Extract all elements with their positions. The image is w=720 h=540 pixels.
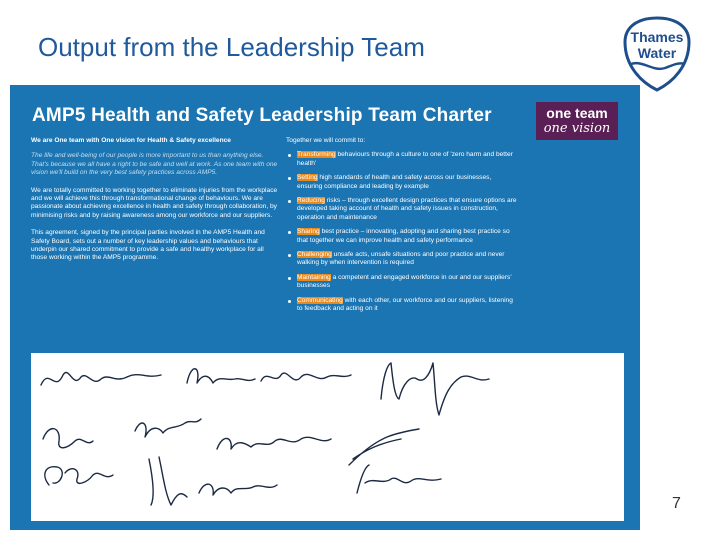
signature [357, 465, 441, 493]
left-heading: We are One team with One vision for Health & Safety excellence [31, 137, 231, 144]
charter-right-column [286, 137, 518, 320]
commitment-text: risks – through excellent design practices that ensure options are developed taking account of health and safety issues in construction, operation and maintenance [297, 197, 517, 221]
signature [149, 457, 187, 505]
signature [135, 419, 201, 437]
commitment-keyword: Reducing [297, 197, 325, 205]
signature [43, 429, 93, 448]
logo-shield-icon [623, 16, 691, 92]
left-paragraph-2: We are totally committed to working together to eliminate injuries from the workplace and we will achieve this through transformational change of behaviours. We are passionate about achieving excellence in health and safety through collaboration, by minimising risks and by raising awareness among our workforce and our suppliers. [31, 186, 278, 219]
commitment-text: with each other, our workforce and our suppliers, listening to feedback and acting on it [297, 296, 513, 313]
commitment-text: behaviours through a culture to one of 'zero harm and better health' [297, 151, 513, 167]
commitment-keyword: Transforming [297, 151, 336, 159]
signature [187, 369, 255, 383]
commitment-item [297, 151, 518, 168]
commitment-text: best practice – innovating, adopting and sharing best practice so that together we can improve health and safety performance [297, 228, 510, 244]
commitment-list [286, 151, 518, 313]
commitment-item [297, 197, 518, 222]
one-team-brand-logo [536, 102, 618, 140]
page-number: 7 [672, 495, 681, 512]
commitment-item [297, 174, 518, 191]
commitment-text: a competent and engaged workforce in our and our suppliers' businesses [297, 273, 512, 290]
left-paragraph-1: The life and well-being of our people is more important to us than anything else. That's because we all have a right to be safe and well at work. As one team with one vision we'll build on the very best safety practices across AMP5. [31, 152, 278, 177]
left-paragraph-3: This agreement, signed by the principal parties involved in the AMP5 Health and Safety Board, sets out a number of key leadership values and behaviours that underpin our shared commitment to provide a safe and healthy workplace for all those working within the AMP5 programme. [31, 229, 265, 262]
brand-line2: one vision [543, 121, 611, 136]
commitment-keyword: Sharing [297, 228, 320, 236]
commitment-text: high standards of health and safety across our businesses, ensuring compliance and leading by example [297, 174, 492, 190]
brand-line1: one team [546, 105, 608, 121]
commitment-keyword: Challenging [297, 251, 332, 259]
signature [41, 372, 161, 385]
commitment-keyword: Communicating [297, 296, 343, 304]
commitment-item [297, 228, 518, 245]
commitment-text: unsafe acts, unsafe situations and poor practice and never walking by when intervention is required [297, 251, 505, 267]
signatures-drawing [31, 353, 624, 521]
signature [199, 484, 277, 495]
commitment-keyword: Maintaining [297, 273, 331, 281]
signature [381, 363, 489, 415]
charter-document [10, 85, 640, 530]
thames-water-logo [623, 16, 691, 92]
charter-title: AMP5 Health and Safety Leadership Team Charter [32, 105, 492, 126]
signature [261, 373, 351, 381]
commitment-item [297, 297, 518, 314]
logo-line1: Thames [630, 29, 684, 45]
slide-title: Output from the Leadership Team [38, 32, 425, 62]
signature [349, 429, 419, 465]
commitment-item [297, 274, 518, 291]
commitment-keyword: Setting [297, 174, 318, 182]
signature [217, 437, 331, 449]
right-heading: Together we will commit to: [286, 137, 366, 144]
signatures-panel [31, 353, 624, 521]
logo-line2: Water [637, 45, 677, 61]
commitment-item [297, 251, 518, 268]
charter-left-column [31, 137, 281, 272]
signature [45, 467, 113, 485]
